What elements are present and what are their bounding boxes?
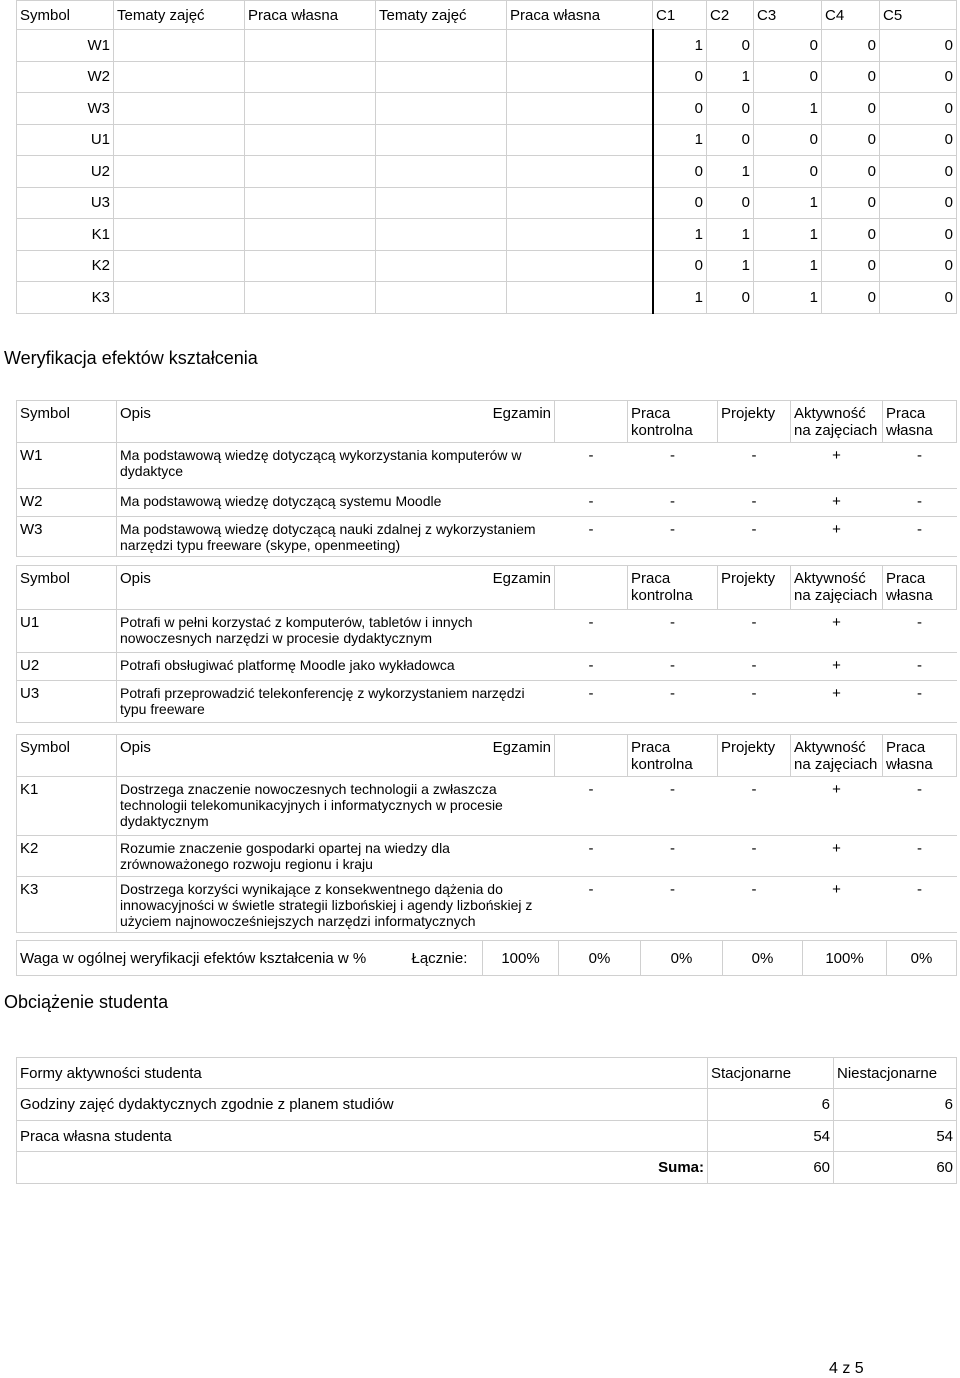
header-praca-kontrolna (628, 566, 718, 610)
matrix-value: 0 (822, 30, 880, 62)
verification-mark: + (791, 517, 883, 557)
matrix-value: 1 (653, 282, 707, 314)
header-opis (117, 735, 555, 777)
verification-description: Rozumie znaczenie gospodarki opartej na wiedzy dla zrównoważonego rozwoju regionu i kraju (117, 836, 555, 877)
verification-mark: - (555, 489, 628, 517)
verification-mark: - (628, 681, 718, 723)
matrix-empty-cell (376, 61, 507, 93)
matrix-empty-cell (114, 124, 245, 156)
header-opis-label: Opis (120, 739, 151, 756)
verification-mark: - (555, 610, 628, 653)
verification-row (17, 836, 957, 877)
matrix-empty-cell (245, 219, 376, 251)
verification-description: Potrafi obsługiwać platformę Moodle jako wykładowca (117, 653, 555, 681)
header-projekty: Projekty (718, 735, 791, 777)
verification-symbol: W3 (17, 517, 117, 557)
matrix-value: 0 (880, 250, 957, 282)
matrix-value: 0 (880, 61, 957, 93)
weight-value: 0% (723, 941, 803, 976)
matrix-value: 0 (707, 187, 754, 219)
verification-mark: - (883, 443, 957, 489)
header-symbol: Symbol (17, 401, 117, 443)
matrix-header-cell: C2 (707, 1, 754, 30)
verification-row (17, 777, 957, 836)
header-praca-kontrolna-1: Praca (631, 405, 671, 422)
workload-row-niestac: 6 (834, 1089, 957, 1121)
weight-value: 100% (483, 941, 559, 976)
matrix-value: 0 (653, 156, 707, 188)
workload-header-niestac: Niestacjonarne (834, 1058, 957, 1089)
matrix-empty-cell (376, 219, 507, 251)
matrix-value: 1 (754, 219, 822, 251)
matrix-value: 0 (880, 219, 957, 251)
verification-mark: - (883, 777, 957, 836)
matrix-empty-cell (114, 156, 245, 188)
verification-mark: - (628, 877, 718, 933)
header-aktywnosc-2: na zajęciach (794, 587, 878, 604)
workload-row-stac: 6 (708, 1089, 834, 1121)
matrix-empty-cell (507, 124, 653, 156)
header-aktywnosc-2: na zajęciach (794, 756, 878, 773)
workload-row-label: Godziny zajęć dydaktycznych zgodnie z planem studiów (17, 1089, 708, 1121)
header-praca-wlasna-1: Praca (886, 405, 926, 422)
header-aktywnosc-1: Aktywność (794, 739, 866, 756)
verification-mark: - (628, 610, 718, 653)
effects-matrix-table (16, 0, 957, 314)
verification-mark: + (791, 877, 883, 933)
verification-mark: - (628, 653, 718, 681)
matrix-symbol: U2 (17, 156, 114, 188)
matrix-empty-cell (376, 282, 507, 314)
verification-mark: - (555, 517, 628, 557)
verification-row (17, 443, 957, 489)
header-praca-wlasna-2: własna (886, 422, 933, 439)
verification-description: Dostrzega korzyści wynikające z konsekwentnego dążenia do innowacyjności w świetle strategii lizbońskiej i agendy lizbońskiej z użyciem najnowocześniejszych narzędzi informatycznych (117, 877, 555, 933)
matrix-value: 0 (880, 187, 957, 219)
verification-mark: - (883, 489, 957, 517)
matrix-value: 0 (822, 93, 880, 125)
header-projekty: Projekty (718, 401, 791, 443)
verification-mark: - (628, 836, 718, 877)
verification-mark: - (883, 517, 957, 557)
header-projekty: Projekty (718, 566, 791, 610)
workload-title: Obciążenie studenta (4, 992, 169, 1012)
matrix-value: 0 (822, 282, 880, 314)
verification-row (17, 681, 957, 723)
verification-table (16, 734, 957, 933)
verification-mark: - (883, 610, 957, 653)
header-praca-wlasna (883, 735, 957, 777)
matrix-empty-cell (507, 282, 653, 314)
header-praca-kontrolna (628, 735, 718, 777)
matrix-empty-cell (245, 187, 376, 219)
matrix-value: 0 (707, 124, 754, 156)
matrix-value: 0 (822, 124, 880, 156)
header-praca-wlasna-1: Praca (886, 739, 926, 756)
matrix-value: 0 (880, 282, 957, 314)
matrix-value: 0 (822, 156, 880, 188)
matrix-empty-cell (507, 156, 653, 188)
verification-description: Potrafi przeprowadzić telekonferencję z wykorzystaniem narzędzi typu freeware (117, 681, 555, 723)
matrix-value: 1 (653, 219, 707, 251)
matrix-symbol: U1 (17, 124, 114, 156)
header-praca-kontrolna-2: kontrolna (631, 422, 693, 439)
verification-mark: - (555, 653, 628, 681)
verification-description: Ma podstawową wiedzę dotyczącą nauki zdalnej z wykorzystaniem narzędzi typu freeware (skype, openmeeting) (117, 517, 555, 557)
verification-row (17, 610, 957, 653)
matrix-symbol: U3 (17, 187, 114, 219)
workload-row-stac: 54 (708, 1121, 834, 1152)
matrix-empty-cell (245, 30, 376, 62)
verification-symbol: K1 (17, 777, 117, 836)
matrix-empty-cell (245, 282, 376, 314)
matrix-empty-cell (245, 250, 376, 282)
matrix-empty-cell (114, 250, 245, 282)
verification-mark: + (791, 489, 883, 517)
verification-mark: + (791, 610, 883, 653)
verification-row (17, 517, 957, 557)
verification-mark: + (791, 777, 883, 836)
verification-mark: - (555, 877, 628, 933)
verification-symbol: U1 (17, 610, 117, 653)
weight-value: 100% (803, 941, 887, 976)
workload-header-row (17, 1058, 957, 1089)
matrix-value: 0 (754, 61, 822, 93)
header-praca-kontrolna-1: Praca (631, 570, 671, 587)
matrix-empty-cell (376, 187, 507, 219)
matrix-empty-cell (507, 219, 653, 251)
matrix-header-cell: Tematy zajęć (376, 1, 507, 30)
header-opis-label: Opis (120, 570, 151, 587)
matrix-empty-cell (507, 61, 653, 93)
matrix-empty-cell (507, 250, 653, 282)
workload-row-niestac: 54 (834, 1121, 957, 1152)
header-praca-wlasna-2: własna (886, 587, 933, 604)
matrix-empty-cell (507, 93, 653, 125)
verification-mark: - (628, 517, 718, 557)
verification-mark: - (718, 517, 791, 557)
header-aktywnosc (791, 566, 883, 610)
header-opis (117, 566, 555, 610)
matrix-empty-cell (376, 30, 507, 62)
header-praca-wlasna (883, 401, 957, 443)
verification-mark: - (718, 777, 791, 836)
matrix-empty-cell (114, 187, 245, 219)
verification-symbol: U3 (17, 681, 117, 723)
workload-row (17, 1121, 957, 1152)
matrix-header-cell: Symbol (17, 1, 114, 30)
verification-symbol: W2 (17, 489, 117, 517)
workload-row (17, 1089, 957, 1121)
header-aktywnosc (791, 401, 883, 443)
verification-mark: - (555, 681, 628, 723)
header-egzamin-empty (555, 735, 628, 777)
verification-row (17, 653, 957, 681)
header-praca-wlasna-2: własna (886, 756, 933, 773)
verification-title: Weryfikacja efektów kształcenia (4, 348, 258, 368)
matrix-value: 0 (707, 93, 754, 125)
matrix-empty-cell (245, 124, 376, 156)
matrix-empty-cell (245, 61, 376, 93)
matrix-value: 1 (754, 250, 822, 282)
verification-mark: + (791, 681, 883, 723)
matrix-row (17, 250, 957, 282)
verification-mark: - (718, 877, 791, 933)
matrix-value: 0 (754, 156, 822, 188)
matrix-symbol: W3 (17, 93, 114, 125)
weight-value: 0% (887, 941, 957, 976)
matrix-symbol: K1 (17, 219, 114, 251)
verification-header-row (17, 566, 957, 610)
matrix-header-cell: C4 (822, 1, 880, 30)
matrix-value: 0 (822, 187, 880, 219)
verification-mark: - (883, 836, 957, 877)
matrix-row (17, 124, 957, 156)
verification-mark: - (628, 489, 718, 517)
verification-mark: + (791, 653, 883, 681)
matrix-header-cell: C1 (653, 1, 707, 30)
verification-mark: - (628, 443, 718, 489)
header-praca-kontrolna (628, 401, 718, 443)
matrix-empty-cell (507, 187, 653, 219)
verification-mark: - (628, 777, 718, 836)
matrix-value: 0 (822, 250, 880, 282)
header-praca-kontrolna-1: Praca (631, 739, 671, 756)
matrix-row (17, 156, 957, 188)
matrix-header-row (17, 1, 957, 30)
verification-symbol: K3 (17, 877, 117, 933)
header-opis (117, 401, 555, 443)
matrix-value: 1 (707, 219, 754, 251)
matrix-value: 1 (754, 93, 822, 125)
header-praca-wlasna-1: Praca (886, 570, 926, 587)
workload-sum-niestac: 60 (834, 1152, 957, 1184)
verification-mark: - (555, 777, 628, 836)
matrix-value: 0 (822, 61, 880, 93)
workload-sum-label: Suma: (17, 1152, 708, 1184)
matrix-header-cell: Praca własna (507, 1, 653, 30)
matrix-row (17, 30, 957, 62)
verification-symbol: U2 (17, 653, 117, 681)
header-praca-kontrolna-2: kontrolna (631, 587, 693, 604)
matrix-value: 0 (653, 187, 707, 219)
header-praca-kontrolna-2: kontrolna (631, 756, 693, 773)
matrix-empty-cell (114, 282, 245, 314)
verification-mark: - (718, 610, 791, 653)
verification-mark: - (718, 489, 791, 517)
matrix-empty-cell (376, 93, 507, 125)
verification-header-row (17, 401, 957, 443)
matrix-empty-cell (114, 30, 245, 62)
header-egzamin: Egzamin (492, 739, 551, 756)
matrix-empty-cell (245, 93, 376, 125)
verification-mark: - (718, 443, 791, 489)
verification-description: Ma podstawową wiedzę dotyczącą wykorzystania komputerów w dydaktyce (117, 443, 555, 489)
matrix-value: 0 (653, 93, 707, 125)
matrix-value: 0 (653, 61, 707, 93)
matrix-value: 1 (707, 156, 754, 188)
matrix-value: 1 (707, 61, 754, 93)
matrix-value: 0 (880, 30, 957, 62)
matrix-value: 0 (653, 250, 707, 282)
matrix-empty-cell (114, 219, 245, 251)
workload-header-forma: Formy aktywności studenta (17, 1058, 708, 1089)
matrix-header-cell: C5 (880, 1, 957, 30)
matrix-value: 1 (754, 282, 822, 314)
matrix-empty-cell (507, 30, 653, 62)
workload-table (16, 1057, 957, 1184)
verification-mark: + (791, 443, 883, 489)
matrix-symbol: W1 (17, 30, 114, 62)
matrix-symbol: K3 (17, 282, 114, 314)
matrix-value: 1 (754, 187, 822, 219)
verification-header-row (17, 735, 957, 777)
verification-table (16, 400, 957, 557)
header-symbol: Symbol (17, 735, 117, 777)
matrix-empty-cell (376, 250, 507, 282)
header-praca-wlasna (883, 566, 957, 610)
header-aktywnosc (791, 735, 883, 777)
matrix-value: 0 (707, 30, 754, 62)
verification-description: Potrafi w pełni korzystać z komputerów, tabletów i innych nowoczesnych narzędzi w procesie dydaktycznym (117, 610, 555, 653)
matrix-symbol: K2 (17, 250, 114, 282)
verification-row (17, 489, 957, 517)
matrix-value: 0 (880, 93, 957, 125)
workload-header-stac: Stacjonarne (708, 1058, 834, 1089)
workload-sum-row (17, 1152, 957, 1184)
weight-total-label: Łącznie: (409, 941, 483, 976)
matrix-body (17, 30, 957, 314)
matrix-value: 0 (754, 30, 822, 62)
verification-mark: + (791, 836, 883, 877)
header-aktywnosc-1: Aktywność (794, 570, 866, 587)
matrix-row (17, 219, 957, 251)
header-egzamin-empty (555, 566, 628, 610)
header-aktywnosc-1: Aktywność (794, 405, 866, 422)
verification-mark: - (718, 836, 791, 877)
weight-value: 0% (559, 941, 641, 976)
verification-mark: - (883, 877, 957, 933)
header-aktywnosc-2: na zajęciach (794, 422, 878, 439)
matrix-row (17, 61, 957, 93)
page-number: 4 z 5 (829, 1360, 864, 1377)
matrix-value: 0 (754, 124, 822, 156)
matrix-value: 0 (880, 124, 957, 156)
verification-mark: - (718, 653, 791, 681)
verification-symbol: K2 (17, 836, 117, 877)
matrix-header-cell: Tematy zajęć (114, 1, 245, 30)
workload-row-label: Praca własna studenta (17, 1121, 708, 1152)
header-egzamin: Egzamin (492, 405, 551, 422)
matrix-value: 1 (653, 124, 707, 156)
matrix-empty-cell (376, 124, 507, 156)
verification-symbol: W1 (17, 443, 117, 489)
verification-mark: - (555, 836, 628, 877)
matrix-row (17, 93, 957, 125)
matrix-empty-cell (245, 156, 376, 188)
matrix-row (17, 282, 957, 314)
weight-value: 0% (641, 941, 723, 976)
weight-label: Waga w ogólnej weryfikacji efektów kształcenia w % (17, 941, 409, 976)
weight-table (16, 940, 957, 976)
verification-row (17, 877, 957, 933)
matrix-empty-cell (114, 93, 245, 125)
matrix-empty-cell (114, 61, 245, 93)
matrix-value: 0 (707, 282, 754, 314)
verification-mark: - (883, 681, 957, 723)
verification-table (16, 565, 957, 723)
verification-description: Ma podstawową wiedzę dotyczącą systemu Moodle (117, 489, 555, 517)
verification-description: Dostrzega znaczenie nowoczesnych technologii a zwłaszcza technologii telekomunikacyjnych i informatycznych w procesie dydaktycznym (117, 777, 555, 836)
matrix-symbol: W2 (17, 61, 114, 93)
matrix-value: 0 (822, 219, 880, 251)
workload-sum-stac: 60 (708, 1152, 834, 1184)
matrix-empty-cell (376, 156, 507, 188)
header-egzamin-empty (555, 401, 628, 443)
verification-mark: - (718, 681, 791, 723)
matrix-value: 1 (707, 250, 754, 282)
verification-mark: - (883, 653, 957, 681)
header-symbol: Symbol (17, 566, 117, 610)
matrix-header-cell: Praca własna (245, 1, 376, 30)
header-egzamin: Egzamin (492, 570, 551, 587)
verification-mark: - (555, 443, 628, 489)
matrix-value: 0 (880, 156, 957, 188)
header-opis-label: Opis (120, 405, 151, 422)
matrix-row (17, 187, 957, 219)
matrix-value: 1 (653, 30, 707, 62)
matrix-header-cell: C3 (754, 1, 822, 30)
